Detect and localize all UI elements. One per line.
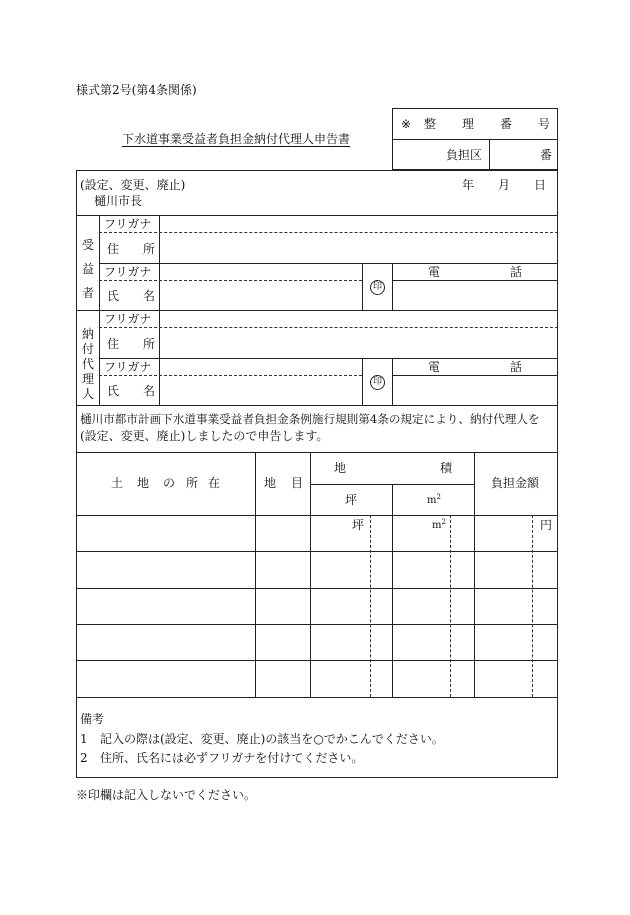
agent-label: 納付代理人 xyxy=(82,327,95,401)
district-label: 負担区 xyxy=(446,148,483,162)
date-month-label: 月 xyxy=(498,178,511,192)
form-number: 様式第2号(第4条関係) xyxy=(76,83,197,97)
beneficiary-label: 受益者 xyxy=(82,238,95,300)
note-1: 記入の際は(設定、変更、廃止)の該当を○でかこんでください。 xyxy=(100,732,444,746)
date-day-label: 日 xyxy=(534,178,547,192)
form-title: 下水道事業受益者負担金納付代理人申告書 xyxy=(122,132,351,146)
number-label: 番 xyxy=(540,148,553,162)
row1-unit-yen: 円 xyxy=(540,518,553,532)
footer-note: ※印欄は記入しないでください。 xyxy=(76,788,257,802)
declaration-line-1: 樋川市都市計画下水道事業受益者負担金条例施行規則第4条の規定により、納付代理人を xyxy=(80,412,540,426)
declaration-type: (設定、変更、廃止) xyxy=(80,178,186,192)
amount-header: 負担金額 xyxy=(491,476,540,490)
notes-heading: 備考 xyxy=(80,712,105,726)
form-page: 様式第2号(第4条関係) ※ 整 理 番 号 負担区 番 下水道事業受益者負担金納付代理人申告書 (設定、変更、廃止) 樋川市長 年 月 日 受益者 フリガナ 住 所 フリガナ 氏 名 印 電 話 納付代理人 フリガナ 住 所 フリガナ 氏 名 印 電 話 樋川市都市計画下水道事業受益者負担金条例施行規則第4条の規定により、納付代理人を (設定、変更、廃止)しましたので申告します。 土 地 の 所 在 地 目 地 積 坪 $m^2$ 負担金額 坪 $m^2$ 円 備考 1 記入の際は(設定、変更、廃止)の該当を○でかこんでください。 2 住所、氏名には必ずフリガナを付けてください。 ※印欄は記入しないでください。 xyxy=(0,0,630,915)
main-form-box xyxy=(76,170,558,778)
declaration-line-2: (設定、変更、廃止)しましたので申告します。 xyxy=(80,429,329,443)
office-use-mark: ※ xyxy=(401,117,412,131)
beneficiary-furigana-label: フリガナ xyxy=(104,217,152,231)
beneficiary-seal-icon: 印 xyxy=(370,280,385,295)
row1-unit-tsubo: 坪 xyxy=(352,518,365,532)
agent-name-furigana-label: フリガナ xyxy=(104,360,152,374)
agent-furigana-label: フリガナ xyxy=(104,312,152,326)
agent-seal-icon: 印 xyxy=(370,375,385,390)
area-unit-m2: $m^2$ xyxy=(427,493,441,506)
recipient: 樋川市長 xyxy=(94,194,143,208)
date-year-label: 年 xyxy=(462,178,475,192)
area-unit-tsubo: 坪 xyxy=(345,493,358,507)
row1-unit-m2: $m^2$ xyxy=(432,518,446,531)
beneficiary-name-furigana-label: フリガナ xyxy=(104,265,152,279)
note-2: 住所、氏名には必ずフリガナを付けてください。 xyxy=(100,751,364,765)
